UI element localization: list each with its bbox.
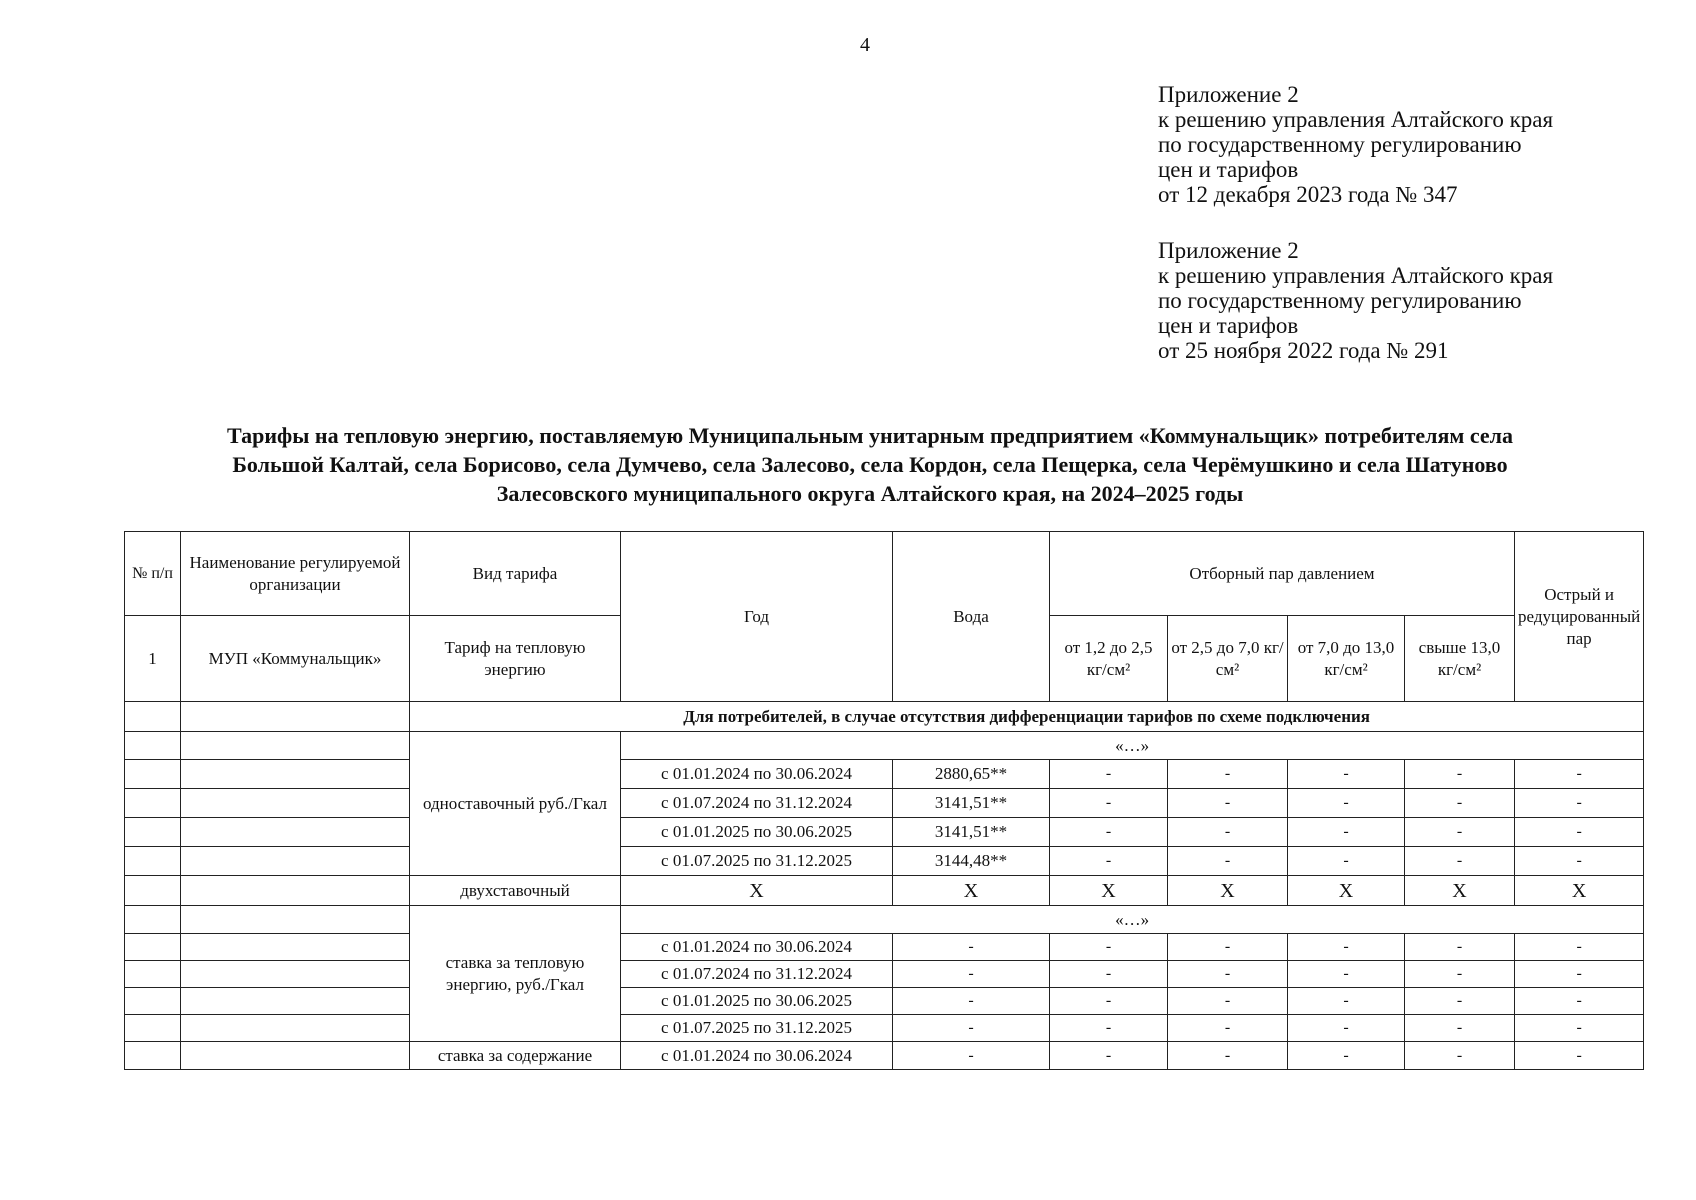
p1-value: - (1050, 988, 1168, 1015)
p2-value: - (1168, 818, 1288, 847)
p3-value: - (1288, 789, 1405, 818)
x-mark: X (1405, 876, 1515, 906)
section-row (125, 702, 1644, 732)
header-pressure-2: от 2,5 до 7,0 кг/см² (1168, 616, 1288, 702)
annex-line: цен и тарифов (1158, 157, 1299, 182)
empty-cell (125, 961, 181, 988)
empty-cell (125, 876, 181, 906)
ellipsis-row (125, 906, 1644, 934)
p1-value: - (1050, 847, 1168, 876)
p2-value: - (1168, 789, 1288, 818)
title-line: Залесовского муниципального округа Алтайского края, на 2024–2025 годы (496, 481, 1244, 506)
empty-cell (125, 732, 181, 760)
empty-cell (125, 1015, 181, 1042)
table-row (125, 988, 1644, 1015)
annex-line: к решению управления Алтайского края (1158, 107, 1554, 132)
empty-cell (181, 732, 410, 760)
water-value: 3141,51** (893, 818, 1050, 847)
period: с 01.07.2025 по 31.12.2025 (621, 847, 893, 876)
period: с 01.01.2025 по 30.06.2025 (621, 818, 893, 847)
p4-value: - (1405, 1015, 1515, 1042)
header-tariff-type: Вид тарифа (410, 532, 621, 616)
two-rate-label: двухставочный (410, 876, 621, 906)
sharp-value: - (1515, 1015, 1644, 1042)
table-row (125, 1015, 1644, 1042)
empty-cell (181, 760, 410, 789)
energy-rate-label: ставка за тепловую энергию, руб./Гкал (410, 906, 621, 1042)
water-value: 3141,51** (893, 789, 1050, 818)
p3-value: - (1288, 934, 1405, 961)
sharp-value: - (1515, 1042, 1644, 1070)
p3-value: - (1288, 961, 1405, 988)
p2-value: - (1168, 961, 1288, 988)
annex-line: к решению управления Алтайского края (1158, 263, 1554, 288)
annex-previous (1158, 238, 1553, 363)
p1-value: - (1050, 818, 1168, 847)
annex-line: по государственному регулированию (1158, 288, 1522, 313)
empty-cell (181, 988, 410, 1015)
p2-value: - (1168, 934, 1288, 961)
empty-cell (181, 934, 410, 961)
p4-value: - (1405, 847, 1515, 876)
p3-value: - (1288, 988, 1405, 1015)
period: с 01.07.2024 по 31.12.2024 (621, 961, 893, 988)
p4-value: - (1405, 1042, 1515, 1070)
water-value: - (893, 961, 1050, 988)
x-mark: X (1515, 876, 1644, 906)
ellipsis: «…» (621, 906, 1644, 934)
empty-cell (125, 789, 181, 818)
tariff-name: Тариф на тепловую энергию (410, 616, 621, 702)
empty-cell (125, 702, 181, 732)
header-org: Наименование регулируемой организации (181, 532, 410, 616)
x-mark: X (1288, 876, 1405, 906)
p2-value: - (1168, 988, 1288, 1015)
p2-value: - (1168, 760, 1288, 789)
water-value: 2880,65** (893, 760, 1050, 789)
annex-line: цен и тарифов (1158, 313, 1299, 338)
water-value: - (893, 1042, 1050, 1070)
table-row (125, 789, 1644, 818)
header-pressure-3: от 7,0 до 13,0 кг/см² (1288, 616, 1405, 702)
annex-line: по государственному регулированию (1158, 132, 1522, 157)
empty-cell (181, 847, 410, 876)
p4-value: - (1405, 789, 1515, 818)
empty-cell (181, 818, 410, 847)
page-number: 4 (860, 34, 870, 56)
maintenance-row (125, 1042, 1644, 1070)
p1-value: - (1050, 760, 1168, 789)
x-mark: X (1168, 876, 1288, 906)
document-title (140, 421, 1600, 508)
p4-value: - (1405, 988, 1515, 1015)
two-rate-row (125, 876, 1644, 906)
empty-cell (125, 818, 181, 847)
header-pressure-4: свыше 13,0 кг/см² (1405, 616, 1515, 702)
period: с 01.07.2024 по 31.12.2024 (621, 789, 893, 818)
sharp-value: - (1515, 961, 1644, 988)
water-value: - (893, 934, 1050, 961)
annex-date: от 12 декабря 2023 года № 347 (1158, 182, 1458, 207)
p3-value: - (1288, 1015, 1405, 1042)
tariff-table (124, 531, 1644, 1070)
ellipsis: «…» (621, 732, 1644, 760)
sharp-value: - (1515, 988, 1644, 1015)
empty-cell (181, 876, 410, 906)
header-row (125, 532, 1644, 616)
period: с 01.01.2024 по 30.06.2024 (621, 1042, 893, 1070)
water-value: - (893, 1015, 1050, 1042)
sharp-value: - (1515, 934, 1644, 961)
p2-value: - (1168, 847, 1288, 876)
empty-cell (181, 789, 410, 818)
p1-value: - (1050, 1015, 1168, 1042)
empty-cell (125, 906, 181, 934)
annex-title: Приложение 2 (1158, 238, 1299, 263)
maintenance-rate-label: ставка за содержание (410, 1042, 621, 1070)
p3-value: - (1288, 760, 1405, 789)
p1-value: - (1050, 789, 1168, 818)
p2-value: - (1168, 1015, 1288, 1042)
sharp-value: - (1515, 789, 1644, 818)
header-year: Год (621, 532, 893, 702)
header-sharp-steam: Острый и редуцированный пар (1515, 532, 1644, 702)
table-row (125, 961, 1644, 988)
empty-cell (125, 1042, 181, 1070)
table-row (125, 818, 1644, 847)
p4-value: - (1405, 818, 1515, 847)
sharp-value: - (1515, 818, 1644, 847)
title-line: Большой Калтай, села Борисово, села Думчево, села Залесово, села Кордон, села Пещерка, села Черёмушкино и села Шатуново (232, 452, 1508, 477)
p4-value: - (1405, 760, 1515, 789)
ellipsis-row (125, 732, 1644, 760)
p1-value: - (1050, 961, 1168, 988)
empty-cell (125, 760, 181, 789)
single-rate-label: одноставочный руб./Гкал (410, 732, 621, 876)
title-line: Тарифы на тепловую энергию, поставляемую Муниципальным унитарным предприятием «Коммунальщик» потребителям села (226, 423, 1514, 448)
p3-value: - (1288, 1042, 1405, 1070)
sharp-value: - (1515, 760, 1644, 789)
section-label: Для потребителей, в случае отсутствия дифференциации тарифов по схеме подключения (410, 702, 1644, 732)
period: с 01.01.2025 по 30.06.2025 (621, 988, 893, 1015)
p3-value: - (1288, 818, 1405, 847)
empty-cell (181, 1042, 410, 1070)
empty-cell (125, 934, 181, 961)
empty-cell (125, 847, 181, 876)
p1-value: - (1050, 934, 1168, 961)
x-mark: X (893, 876, 1050, 906)
p3-value: - (1288, 847, 1405, 876)
header-water: Вода (893, 532, 1050, 702)
table-row (125, 760, 1644, 789)
water-value: 3144,48** (893, 847, 1050, 876)
empty-cell (181, 906, 410, 934)
row-num: 1 (125, 616, 181, 702)
sharp-value: - (1515, 847, 1644, 876)
x-mark: X (1050, 876, 1168, 906)
water-value: - (893, 988, 1050, 1015)
header-num: № п/п (125, 532, 181, 616)
p4-value: - (1405, 934, 1515, 961)
annex-current (1158, 82, 1553, 207)
empty-cell (181, 1015, 410, 1042)
annex-date: от 25 ноября 2022 года № 291 (1158, 338, 1449, 363)
period: с 01.01.2024 по 30.06.2024 (621, 934, 893, 961)
p4-value: - (1405, 961, 1515, 988)
p1-value: - (1050, 1042, 1168, 1070)
annex-title: Приложение 2 (1158, 82, 1299, 107)
x-mark: X (621, 876, 893, 906)
header-steam-pressure: Отборный пар давлением (1050, 532, 1515, 616)
period: с 01.07.2025 по 31.12.2025 (621, 1015, 893, 1042)
table-row (125, 847, 1644, 876)
period: с 01.01.2024 по 30.06.2024 (621, 760, 893, 789)
empty-cell (125, 988, 181, 1015)
empty-cell (181, 961, 410, 988)
table-row (125, 934, 1644, 961)
header-pressure-1: от 1,2 до 2,5 кг/см² (1050, 616, 1168, 702)
p2-value: - (1168, 1042, 1288, 1070)
org-name: МУП «Коммунальщик» (181, 616, 410, 702)
empty-cell (181, 702, 410, 732)
